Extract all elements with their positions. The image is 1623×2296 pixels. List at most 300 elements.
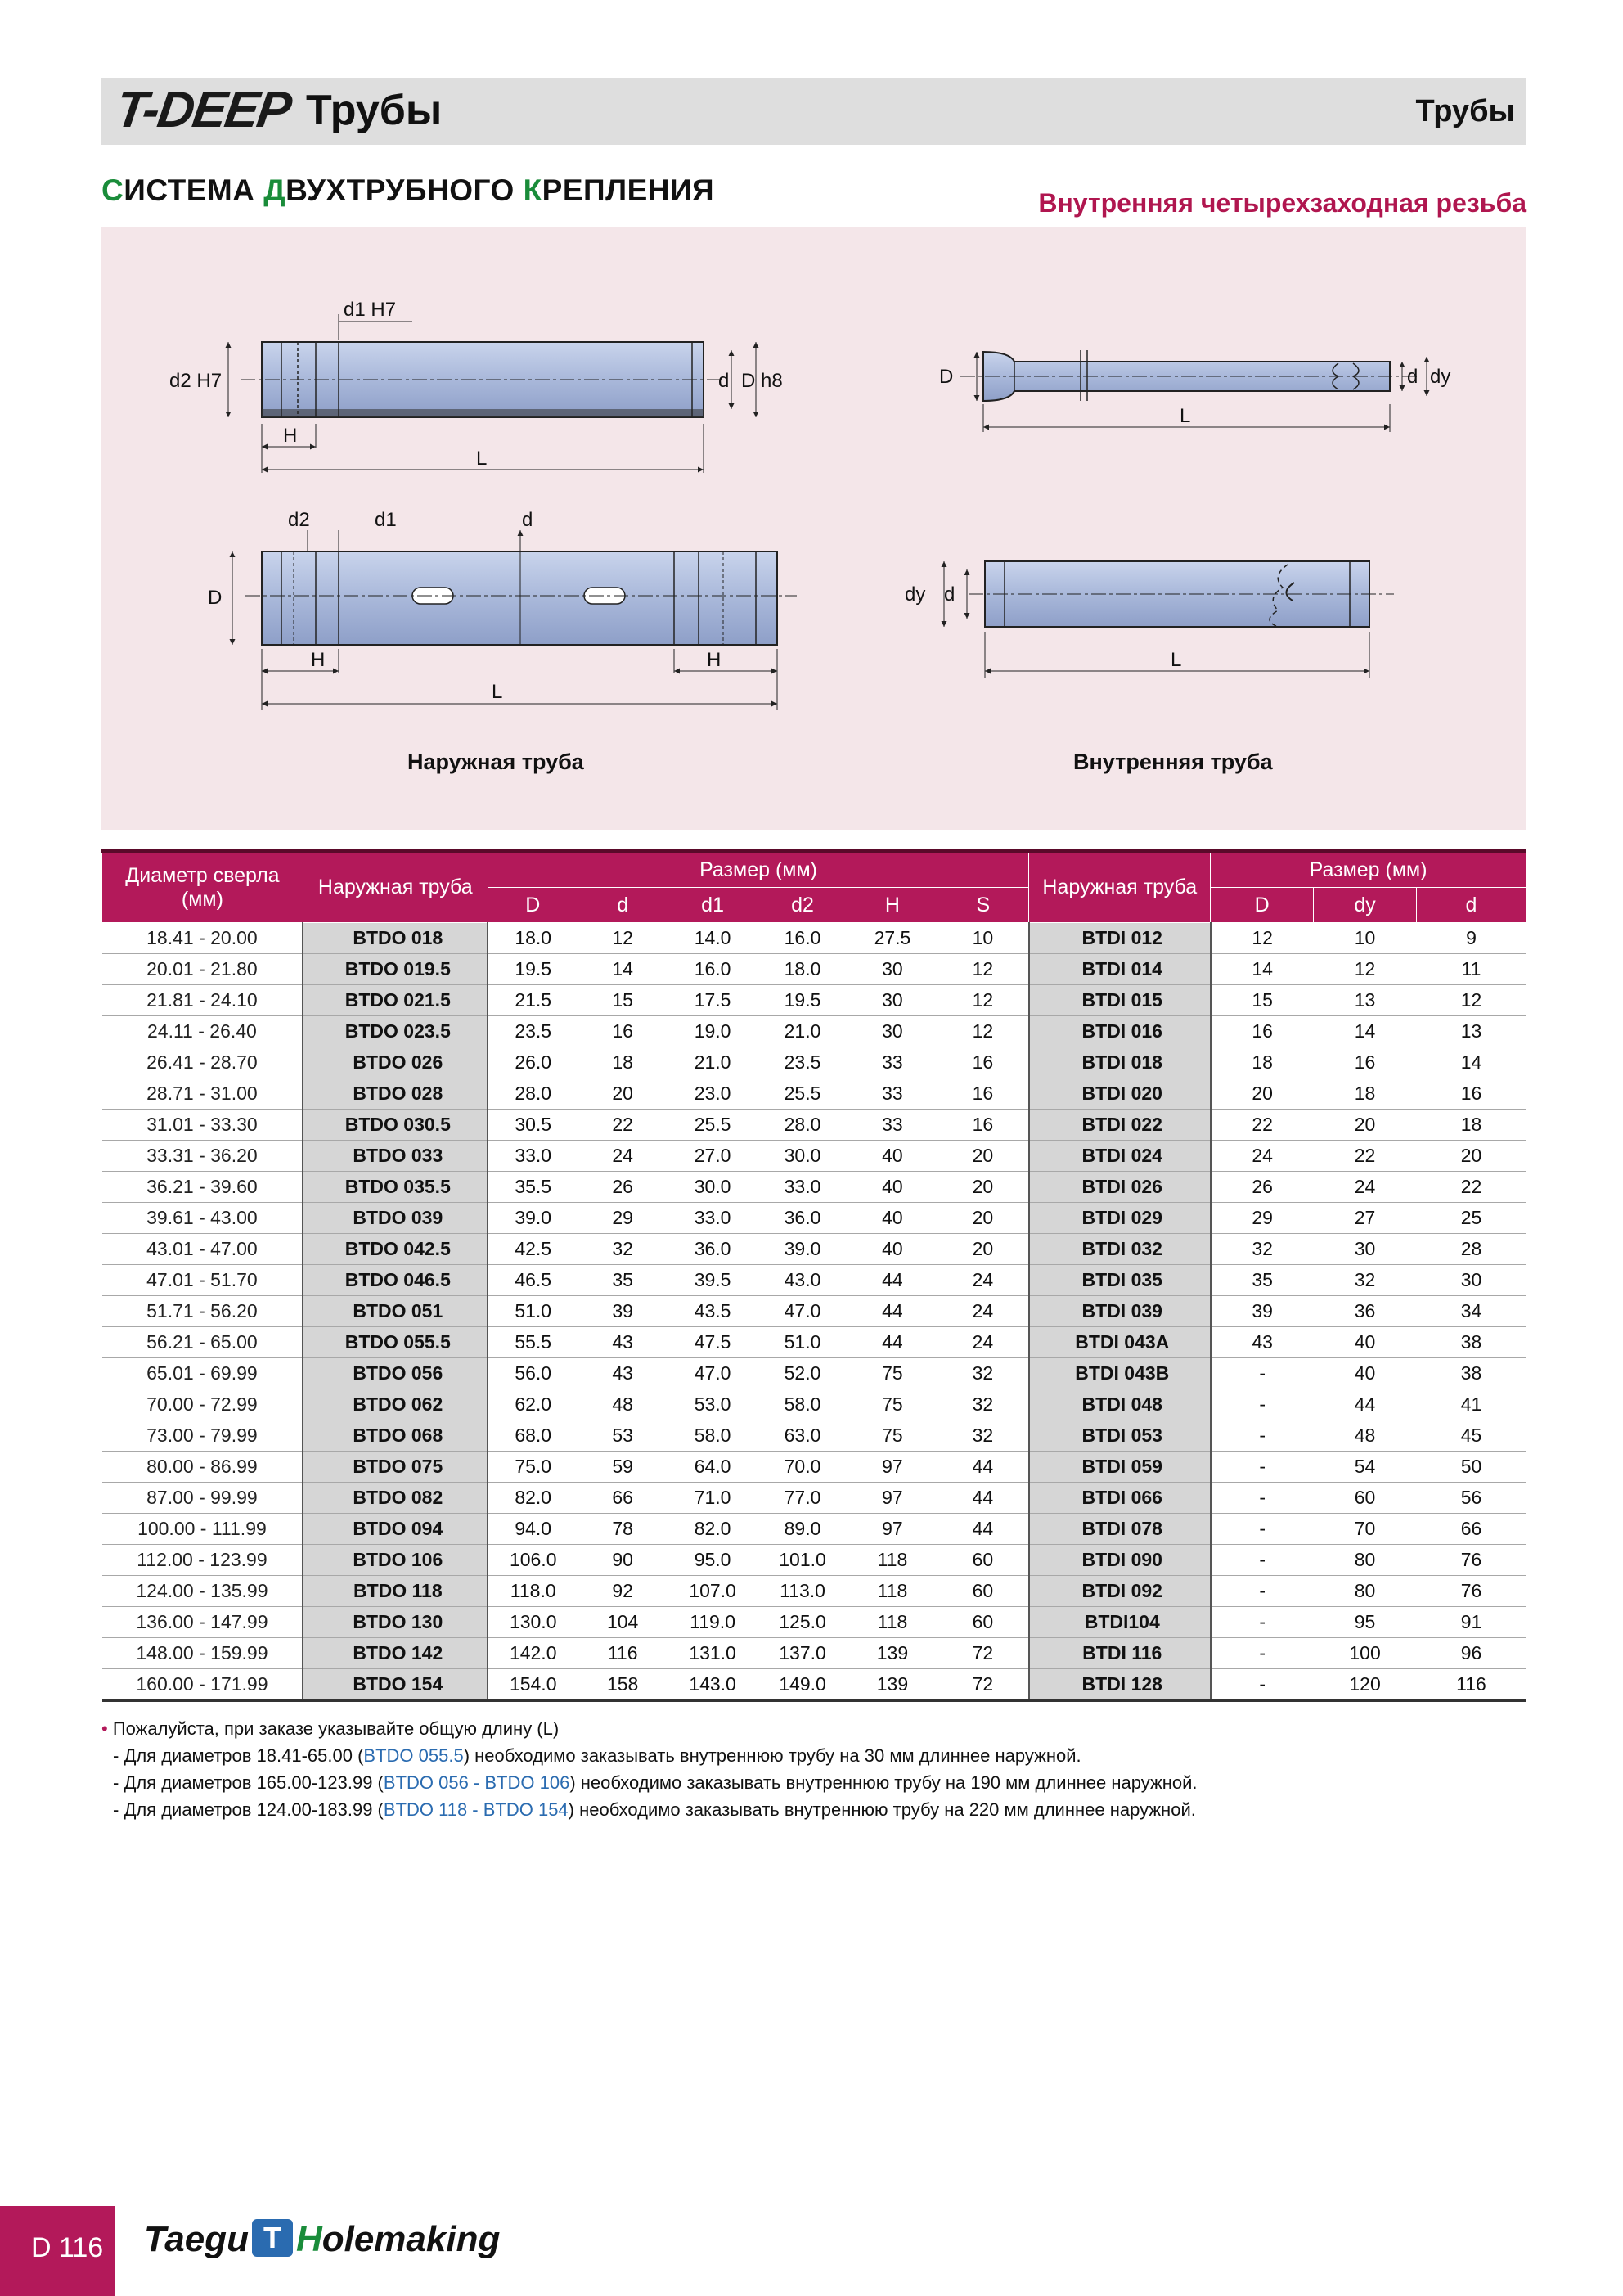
inner-pipe-code: BTDI 020 <box>1029 1078 1211 1110</box>
outer-pipe-code: BTDO 028 <box>303 1078 488 1110</box>
pipe-spec-table <box>101 849 1526 1702</box>
table-row <box>102 1047 1526 1078</box>
table-cell: 116 <box>578 1638 668 1669</box>
table-cell: 28 <box>1417 1234 1526 1265</box>
drill-diameter: 56.21 - 65.00 <box>102 1327 303 1358</box>
label-inner2-dy: dy <box>905 583 926 606</box>
drill-diameter: 148.00 - 159.99 <box>102 1638 303 1669</box>
logo-text-right: olemaking <box>321 2219 501 2259</box>
table-cell: 76 <box>1417 1545 1526 1576</box>
header-size-outer: Размер (мм) <box>488 851 1029 888</box>
table-row <box>102 1358 1526 1389</box>
table-cell: 107.0 <box>668 1576 758 1607</box>
table-row <box>102 1576 1526 1607</box>
table-cell: 66 <box>1417 1514 1526 1545</box>
label-inner-dy: dy <box>1430 366 1451 388</box>
table-cell: 59 <box>578 1452 668 1483</box>
col-header: d <box>578 888 668 923</box>
header-title: Трубы <box>306 87 443 134</box>
drill-diameter: 65.01 - 69.99 <box>102 1358 303 1389</box>
table-cell: 113.0 <box>758 1576 847 1607</box>
table-cell: 92 <box>578 1576 668 1607</box>
table-cell: 28.0 <box>488 1078 578 1110</box>
table-cell: 30 <box>847 954 937 985</box>
table-cell: 56 <box>1417 1483 1526 1514</box>
table-cell: 39 <box>1211 1296 1314 1327</box>
table-cell: - <box>1211 1669 1314 1701</box>
table-cell: 20 <box>578 1078 668 1110</box>
note-highlight: BTDO 055.5 <box>363 1745 464 1766</box>
table-cell: 32 <box>1314 1265 1417 1296</box>
section-title <box>101 173 714 208</box>
table-row <box>102 985 1526 1016</box>
table-cell: 12 <box>1314 954 1417 985</box>
table-cell: 21.5 <box>488 985 578 1016</box>
table-cell: 13 <box>1314 985 1417 1016</box>
table-cell: - <box>1211 1483 1314 1514</box>
table-cell: 39.5 <box>668 1265 758 1296</box>
table-cell: 26.0 <box>488 1047 578 1078</box>
table-cell: 139 <box>847 1638 937 1669</box>
table-row <box>102 1016 1526 1047</box>
table-cell: 28.0 <box>758 1110 847 1141</box>
brand-logo: T-DEEP <box>112 82 294 138</box>
inner-pipe-code: BTDI 090 <box>1029 1545 1211 1576</box>
table-cell: 82.0 <box>668 1514 758 1545</box>
outer-pipe-code: BTDO 094 <box>303 1514 488 1545</box>
technical-drawing <box>101 227 1526 830</box>
table-row <box>102 1545 1526 1576</box>
label-inner-d: d <box>1407 366 1418 388</box>
table-cell: 30 <box>847 985 937 1016</box>
inner-pipe-code: BTDI104 <box>1029 1607 1211 1638</box>
table-cell: 30.5 <box>488 1110 578 1141</box>
table-row <box>102 1110 1526 1141</box>
table-cell: 75 <box>847 1389 937 1420</box>
table-cell: 44 <box>1314 1389 1417 1420</box>
inner-pipe-code: BTDI 039 <box>1029 1296 1211 1327</box>
table-cell: 19.5 <box>758 985 847 1016</box>
table-cell: 38 <box>1417 1327 1526 1358</box>
table-cell: 43 <box>578 1358 668 1389</box>
table-cell: 18 <box>1417 1110 1526 1141</box>
header-size-inner: Размер (мм) <box>1211 851 1526 888</box>
drill-diameter: 124.00 - 135.99 <box>102 1576 303 1607</box>
table-cell: 16 <box>578 1016 668 1047</box>
inner-pipe-code: BTDI 024 <box>1029 1141 1211 1172</box>
outer-pipe-code: BTDO 106 <box>303 1545 488 1576</box>
table-row <box>102 1389 1526 1420</box>
table-cell: 18 <box>578 1047 668 1078</box>
table-cell: - <box>1211 1452 1314 1483</box>
table-cell: 53 <box>578 1420 668 1452</box>
table-cell: 12 <box>937 985 1029 1016</box>
outer-pipe-code: BTDO 055.5 <box>303 1327 488 1358</box>
table-cell: 94.0 <box>488 1514 578 1545</box>
drill-diameter: 70.00 - 72.99 <box>102 1389 303 1420</box>
col-header: d2 <box>758 888 847 923</box>
table-cell: 44 <box>937 1514 1029 1545</box>
table-cell: 71.0 <box>668 1483 758 1514</box>
table-cell: 51.0 <box>758 1327 847 1358</box>
table-cell: 23.5 <box>758 1047 847 1078</box>
outer-pipe-code: BTDO 046.5 <box>303 1265 488 1296</box>
note-main-text: Пожалуйста, при заказе указывайте общую длину (L) <box>112 1718 560 1739</box>
label-inner2-l: L <box>1171 649 1182 671</box>
table-cell: 30.0 <box>668 1172 758 1203</box>
outer-pipe-code: BTDO 042.5 <box>303 1234 488 1265</box>
table-cell: 44 <box>847 1327 937 1358</box>
drill-diameter: 33.31 - 36.20 <box>102 1141 303 1172</box>
table-cell: 40 <box>847 1203 937 1234</box>
table-cell: 66 <box>578 1483 668 1514</box>
note-line <box>101 1796 1198 1823</box>
table-cell: 118 <box>847 1545 937 1576</box>
footer-logo <box>144 2219 500 2260</box>
label-d-front: d <box>522 509 533 531</box>
col-header: d <box>1417 888 1526 923</box>
col-header: d1 <box>668 888 758 923</box>
table-row <box>102 1452 1526 1483</box>
outer-pipe-side-view <box>169 299 783 473</box>
table-cell: 30.0 <box>758 1141 847 1172</box>
table-cell: 16 <box>937 1047 1029 1078</box>
note-text: ) необходимо заказывать внутреннюю трубу на 220 мм длиннее наружной. <box>568 1799 1196 1820</box>
label-h-right: H <box>707 649 722 671</box>
inner-pipe-code: BTDI 016 <box>1029 1016 1211 1047</box>
table-cell: 119.0 <box>668 1607 758 1638</box>
table-cell: 33 <box>847 1078 937 1110</box>
inner-pipe-code: BTDI 066 <box>1029 1483 1211 1514</box>
table-cell: 27 <box>1314 1203 1417 1234</box>
table-cell: 18 <box>1211 1047 1314 1078</box>
inner-pipe-code: BTDI 128 <box>1029 1669 1211 1701</box>
drill-diameter: 73.00 - 79.99 <box>102 1420 303 1452</box>
label-d1-h7: d1 H7 <box>344 299 397 321</box>
table-row <box>102 1203 1526 1234</box>
table-cell: 43.0 <box>758 1265 847 1296</box>
table-cell: 36.0 <box>668 1234 758 1265</box>
table-cell: 22 <box>1211 1110 1314 1141</box>
section-title-part: С <box>101 173 124 207</box>
table-cell: 44 <box>937 1452 1029 1483</box>
table-cell: 100 <box>1314 1638 1417 1669</box>
table-cell: 68.0 <box>488 1420 578 1452</box>
table-cell: 33.0 <box>758 1172 847 1203</box>
table-cell: 125.0 <box>758 1607 847 1638</box>
table-row <box>102 1327 1526 1358</box>
table-cell: 63.0 <box>758 1420 847 1452</box>
label-D-front: D <box>208 587 223 609</box>
table-cell: 80 <box>1314 1576 1417 1607</box>
table-cell: 60 <box>937 1607 1029 1638</box>
table-cell: 25 <box>1417 1203 1526 1234</box>
table-cell: 76 <box>1417 1576 1526 1607</box>
table-cell: 149.0 <box>758 1669 847 1701</box>
table-cell: - <box>1211 1545 1314 1576</box>
note-highlight: BTDO 118 - BTDO 154 <box>383 1799 569 1820</box>
table-cell: 91 <box>1417 1607 1526 1638</box>
table-cell: 15 <box>578 985 668 1016</box>
section-subtitle: Внутренняя четырехзаходная резьба <box>1038 188 1526 218</box>
table-cell: 33.0 <box>668 1203 758 1234</box>
table-cell: 58.0 <box>758 1389 847 1420</box>
table-cell: 35 <box>1211 1265 1314 1296</box>
table-cell: 101.0 <box>758 1545 847 1576</box>
table-cell: 9 <box>1417 923 1526 954</box>
inner-pipe-code: BTDI 078 <box>1029 1514 1211 1545</box>
label-d2-h7: d2 H7 <box>169 370 223 392</box>
table-cell: 106.0 <box>488 1545 578 1576</box>
table-cell: 44 <box>847 1296 937 1327</box>
table-cell: 27.0 <box>668 1141 758 1172</box>
table-row <box>102 1078 1526 1110</box>
table-cell: 20 <box>937 1234 1029 1265</box>
inner-pipe-code: BTDI 035 <box>1029 1265 1211 1296</box>
table-cell: 35 <box>578 1265 668 1296</box>
table-cell: 20 <box>937 1141 1029 1172</box>
table-cell: 64.0 <box>668 1452 758 1483</box>
drill-diameter: 43.01 - 47.00 <box>102 1234 303 1265</box>
table-cell: 38 <box>1417 1358 1526 1389</box>
drill-diameter: 80.00 - 86.99 <box>102 1452 303 1483</box>
table-cell: 154.0 <box>488 1669 578 1701</box>
table-cell: 18.0 <box>488 923 578 954</box>
outer-pipe-code: BTDO 019.5 <box>303 954 488 985</box>
drill-diameter: 21.81 - 24.10 <box>102 985 303 1016</box>
table-cell: 35.5 <box>488 1172 578 1203</box>
inner-pipe-code: BTDI 043B <box>1029 1358 1211 1389</box>
table-cell: 96 <box>1417 1638 1526 1669</box>
table-cell: 24 <box>1211 1141 1314 1172</box>
table-cell: 53.0 <box>668 1389 758 1420</box>
label-h-left: H <box>311 649 326 671</box>
inner-pipe-code: BTDI 053 <box>1029 1420 1211 1452</box>
table-cell: 23.0 <box>668 1078 758 1110</box>
note-text: - Для диаметров 124.00-183.99 ( <box>113 1799 384 1820</box>
table-cell: 17.5 <box>668 985 758 1016</box>
table-row <box>102 1607 1526 1638</box>
label-d1-front: d1 <box>375 509 397 531</box>
drill-diameter: 26.41 - 28.70 <box>102 1047 303 1078</box>
table-cell: 14 <box>1417 1047 1526 1078</box>
table-cell: 46.5 <box>488 1265 578 1296</box>
table-cell: 51.0 <box>488 1296 578 1327</box>
outer-pipe-code: BTDO 062 <box>303 1389 488 1420</box>
table-cell: 142.0 <box>488 1638 578 1669</box>
inner-pipe-code: BTDI 116 <box>1029 1638 1211 1669</box>
table-cell: 33 <box>847 1047 937 1078</box>
table-cell: 30 <box>1314 1234 1417 1265</box>
table-cell: 22 <box>578 1110 668 1141</box>
table-cell: 16.0 <box>758 923 847 954</box>
table-cell: 24 <box>578 1141 668 1172</box>
table-cell: 16 <box>1314 1047 1417 1078</box>
table-cell: 43.5 <box>668 1296 758 1327</box>
table-row <box>102 1234 1526 1265</box>
table-cell: 16 <box>1417 1078 1526 1110</box>
outer-pipe-code: BTDO 026 <box>303 1047 488 1078</box>
drill-diameter: 100.00 - 111.99 <box>102 1514 303 1545</box>
section-title-part: РЕПЛЕНИЯ <box>542 173 715 207</box>
table-row <box>102 1420 1526 1452</box>
drill-diameter: 112.00 - 123.99 <box>102 1545 303 1576</box>
note-highlight: BTDO 056 - BTDO 106 <box>383 1772 570 1793</box>
outer-pipe-front-view <box>208 509 797 710</box>
table-cell: 20 <box>937 1203 1029 1234</box>
table-cell: 72 <box>937 1638 1029 1669</box>
table-cell: 47.5 <box>668 1327 758 1358</box>
table-cell: 82.0 <box>488 1483 578 1514</box>
table-cell: 137.0 <box>758 1638 847 1669</box>
drill-diameter: 24.11 - 26.40 <box>102 1016 303 1047</box>
table-cell: 48 <box>578 1389 668 1420</box>
table-cell: 25.5 <box>758 1078 847 1110</box>
table-row <box>102 1172 1526 1203</box>
table-cell: 80 <box>1314 1545 1417 1576</box>
table-cell: 54 <box>1314 1452 1417 1483</box>
label-l-front: L <box>492 681 503 703</box>
table-cell: 131.0 <box>668 1638 758 1669</box>
table-cell: 12 <box>1417 985 1526 1016</box>
header-inner-pipe: Наружная труба <box>1029 851 1211 923</box>
table-row <box>102 1483 1526 1514</box>
table-cell: 78 <box>578 1514 668 1545</box>
note-main <box>101 1715 1198 1742</box>
table-cell: 118.0 <box>488 1576 578 1607</box>
drill-diameter: 28.71 - 31.00 <box>102 1078 303 1110</box>
table-cell: 43 <box>578 1327 668 1358</box>
table-cell: 60 <box>1314 1483 1417 1514</box>
section-title-part: ИСТЕМА <box>124 173 264 207</box>
table-cell: - <box>1211 1358 1314 1389</box>
inner-pipe-code: BTDI 012 <box>1029 923 1211 954</box>
table-cell: 11 <box>1417 954 1526 985</box>
table-cell: 36.0 <box>758 1203 847 1234</box>
table-cell: 24 <box>1314 1172 1417 1203</box>
table-cell: 32 <box>578 1234 668 1265</box>
table-cell: 19.0 <box>668 1016 758 1047</box>
col-header: D <box>1211 888 1314 923</box>
table-cell: 47.0 <box>668 1358 758 1389</box>
label-d: d <box>718 370 730 392</box>
table-cell: 15 <box>1211 985 1314 1016</box>
table-cell: 95.0 <box>668 1545 758 1576</box>
table-cell: 24 <box>937 1296 1029 1327</box>
table-cell: 27.5 <box>847 923 937 954</box>
inner-pipe-code: BTDI 032 <box>1029 1234 1211 1265</box>
col-header: D <box>488 888 578 923</box>
logo-h: H <box>295 2219 322 2259</box>
table-cell: 30 <box>1417 1265 1526 1296</box>
drill-diameter: 39.61 - 43.00 <box>102 1203 303 1234</box>
drill-diameter: 51.71 - 56.20 <box>102 1296 303 1327</box>
label-h: H <box>283 425 298 447</box>
table-row <box>102 923 1526 954</box>
table-cell: 29 <box>578 1203 668 1234</box>
inner-pipe-code: BTDI 018 <box>1029 1047 1211 1078</box>
table-row <box>102 1669 1526 1701</box>
note-line <box>101 1769 1198 1796</box>
table-cell: 158 <box>578 1669 668 1701</box>
table-cell: 50 <box>1417 1452 1526 1483</box>
table-cell: 41 <box>1417 1389 1526 1420</box>
table-cell: - <box>1211 1420 1314 1452</box>
label-l: L <box>476 448 488 470</box>
drill-diameter: 160.00 - 171.99 <box>102 1669 303 1701</box>
table-cell: 60 <box>937 1545 1029 1576</box>
inner-pipe-code: BTDI 014 <box>1029 954 1211 985</box>
table-cell: 44 <box>847 1265 937 1296</box>
page-number: D 116 <box>31 2232 104 2263</box>
table-cell: 42.5 <box>488 1234 578 1265</box>
table-cell: 33.0 <box>488 1141 578 1172</box>
inner-pipe-code: BTDI 043A <box>1029 1327 1211 1358</box>
table-cell: 77.0 <box>758 1483 847 1514</box>
table-cell: 29 <box>1211 1203 1314 1234</box>
table-cell: 104 <box>578 1607 668 1638</box>
table-cell: 60 <box>937 1576 1029 1607</box>
table-cell: 12 <box>937 1016 1029 1047</box>
drill-diameter: 36.21 - 39.60 <box>102 1172 303 1203</box>
table-cell: 120 <box>1314 1669 1417 1701</box>
table-cell: 40 <box>847 1234 937 1265</box>
table-cell: 56.0 <box>488 1358 578 1389</box>
drill-diameter: 31.01 - 33.30 <box>102 1110 303 1141</box>
table-cell: 32 <box>937 1389 1029 1420</box>
table-cell: 36 <box>1314 1296 1417 1327</box>
table-cell: 14 <box>1314 1016 1417 1047</box>
table-cell: 16 <box>937 1110 1029 1141</box>
table-cell: 20 <box>1417 1141 1526 1172</box>
outer-pipe-code: BTDO 118 <box>303 1576 488 1607</box>
outer-pipe-code: BTDO 030.5 <box>303 1110 488 1141</box>
table-cell: 10 <box>1314 923 1417 954</box>
table-cell: 32 <box>937 1358 1029 1389</box>
drill-diameter: 87.00 - 99.99 <box>102 1483 303 1514</box>
outer-pipe-code: BTDO 035.5 <box>303 1172 488 1203</box>
drill-diameter: 20.01 - 21.80 <box>102 954 303 985</box>
table-cell: - <box>1211 1638 1314 1669</box>
table-cell: 48 <box>1314 1420 1417 1452</box>
note-text: - Для диаметров 165.00-123.99 ( <box>113 1772 384 1793</box>
section-title-part: К <box>523 173 542 207</box>
section-title-part: ВУХТРУБНОГО <box>285 173 524 207</box>
label-inner2-d: d <box>944 583 955 606</box>
table-cell: 118 <box>847 1576 937 1607</box>
table-cell: 97 <box>847 1483 937 1514</box>
table-cell: 39 <box>578 1296 668 1327</box>
table-cell: 20 <box>1211 1078 1314 1110</box>
table-cell: 26 <box>578 1172 668 1203</box>
table-cell: 18 <box>1314 1078 1417 1110</box>
table-cell: 55.5 <box>488 1327 578 1358</box>
table-cell: 72 <box>937 1669 1029 1701</box>
table-cell: 40 <box>847 1141 937 1172</box>
table-cell: 139 <box>847 1669 937 1701</box>
label-inner-D: D <box>939 366 954 388</box>
table-cell: 116 <box>1417 1669 1526 1701</box>
outer-pipe-code: BTDO 051 <box>303 1296 488 1327</box>
table-cell: 130.0 <box>488 1607 578 1638</box>
drill-diameter: 18.41 - 20.00 <box>102 923 303 954</box>
table-cell: 90 <box>578 1545 668 1576</box>
logo-text-left: Taegu <box>144 2219 249 2259</box>
table-cell: 24 <box>937 1327 1029 1358</box>
inner-pipe-code: BTDI 015 <box>1029 985 1211 1016</box>
table-row <box>102 1141 1526 1172</box>
outer-pipe-code: BTDO 142 <box>303 1638 488 1669</box>
